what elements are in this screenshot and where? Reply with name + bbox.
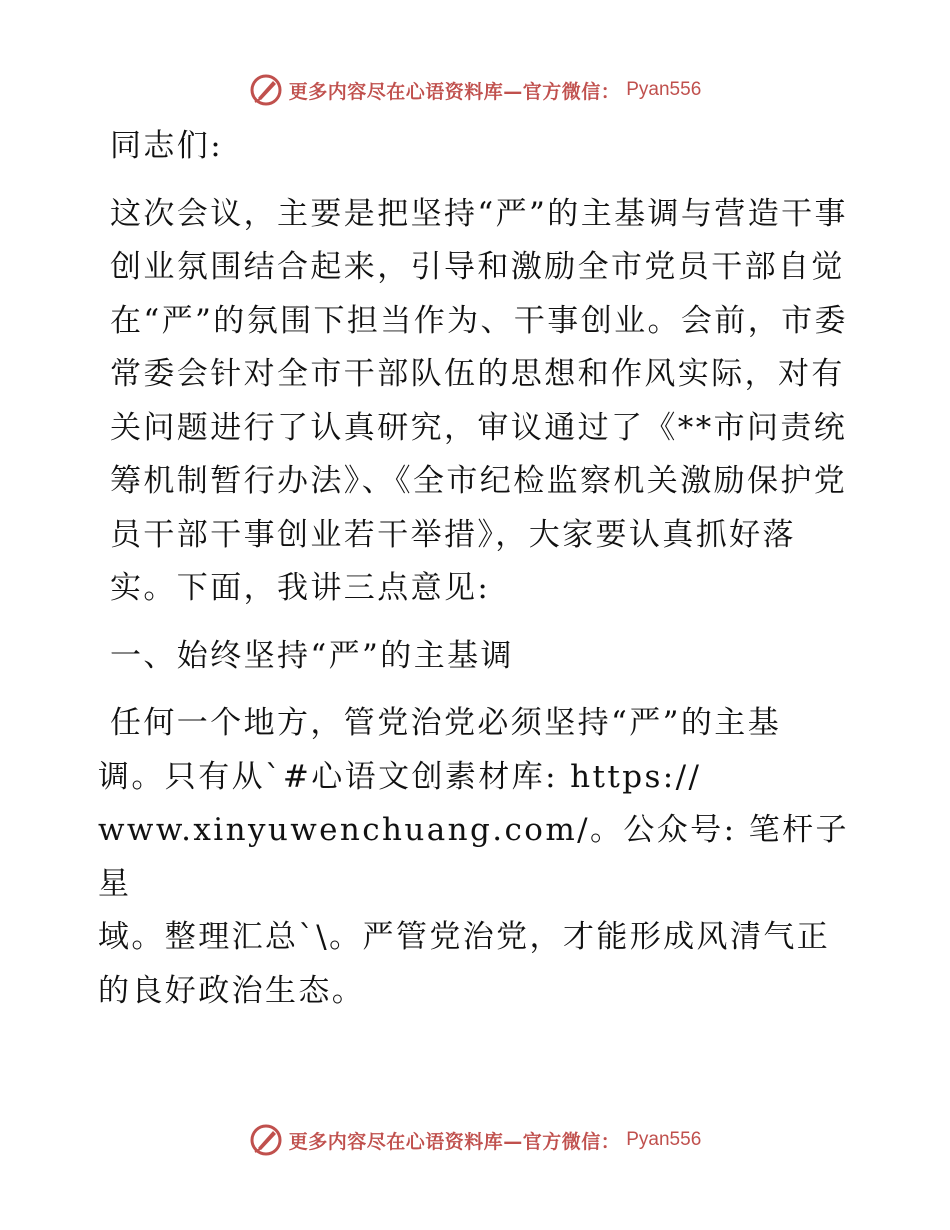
salutation: 同志们: [110,128,224,164]
paragraph-section-1 [98,697,850,1018]
paragraph-intro: 这次会议，主要是把坚持“严”的主基调与营造干事创业氛围结合起来，引导和激励全市党员干部自觉在“严”的氛围下担当作为、干事创业。会前，市委常委会针对全市干部队伍的思想和作风实际，对有关问题进行了认真研究，审议通过了《**市问责统筹机制暂行办法》、《全市纪检监察机关激励保护党员干部干事创业若干举措》，大家要认真抓好落实。下面，我讲三点意见: [110,195,848,606]
page-footer-watermark [0,1120,950,1160]
quill-seal-logo-icon [249,73,283,107]
footer-wechat-id: Pyan556 [626,1129,702,1150]
paragraph-line: 调。只有从`#心语文创素材库: https:// [98,758,702,795]
paragraph-line: 的良好政治生态。 [98,972,366,1009]
header-wechat-id: Pyan556 [626,79,702,100]
quill-seal-logo-icon [249,1123,283,1157]
header-brand-text: 更多内容尽在心语资料库—官方微信： [288,80,621,103]
paragraph-line: 域。整理汇总`\。严管党治党，才能形成风清气正 [98,919,831,955]
page-header-watermark [0,70,950,110]
paragraph-line: 任何一个地方，管党治党必须坚持“严”的主基 [110,705,782,741]
paragraph-line: www.xinyuwenchuang.com/。公众号: 笔杆子星 [98,812,849,902]
section-heading-1: 一、始终坚持“严”的主基调 [110,637,514,674]
document-body [98,120,850,1018]
footer-brand-text: 更多内容尽在心语资料库—官方微信： [288,1130,621,1153]
